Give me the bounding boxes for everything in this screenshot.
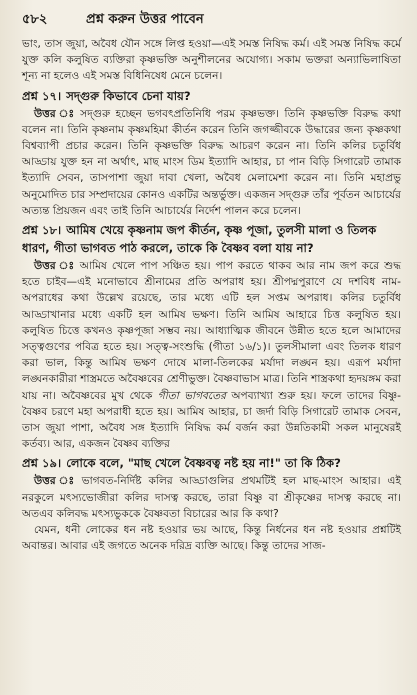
answer-18-part1: আমিষ খেলে পাপ সঞ্চিত হয়। পাপ করতে থাকব আর নাম জপ করে শুদ্ধ হতে চাইব—এই মনোভাবে শ্রীনামের প্রতি অপরাধ হয়। শ্রীপদ্মপুরাণে যে দশবিধ নাম-অপরাধের কথা উল্লেখ রয়েছে, তার মধ্যে এটি হল সপ্তম অপরাধ। কলির চতুর্বিধ আড্ডাখানার মধ্যে একটি হল আমিষ ভক্ষণ। তিনি আমিষ আহারে চিত্ত কলুষিত হয়। কলুষিত চিত্তে কখনও কৃষ্ণপূজা সম্ভব নয়। আধ্যাত্মিক জীবনে উন্নীত হতে হলে আমাদের সত্ত্বগুণের পবিত্র হতে হয়। <box>22 260 401 354</box>
question-19 <box>22 454 401 472</box>
answer-18 <box>22 258 401 452</box>
question-18 <box>22 221 401 257</box>
answer-19 <box>22 473 401 522</box>
answer-18-label: উত্তর ঃ <box>34 260 76 273</box>
answer-19-text: ভাগবত-নির্দিষ্ট কলির আড্ডাগুলির প্রথমটিই হল মাছ-মাংস আহার। এই নরকুলে মৎস্যভোজীরা কলির দাসত্ব করছে, তারা বিষ্ণু বা শ্রীকৃষ্ণের দাসত্ব করছে না। অতএব কলিবদ্ধ মৎস্যভুককে বৈষ্ণবতা বিচারের আর কি কথা? <box>22 475 401 520</box>
question-18-text: আমিষ খেয়ে কৃষ্ণনাম জপ কীর্তন, কৃষ্ণ পূজা, তুলসী মালা ও তিলক ধারণ, গীতা ভাগবত পাঠ করলে, তাকে কি বৈষ্ণব বলা যায় না? <box>22 223 377 256</box>
answer-18-citation: সত্ত্ব-সংশুদ্ধি (গীতা ১৬/১)। <box>146 341 271 354</box>
question-19-label: প্রশ্ন ১৯। <box>22 456 62 471</box>
answer-18-gita-phrase: গীতা ভাগবতের <box>157 389 226 402</box>
question-17 <box>22 87 401 105</box>
question-17-text: সদ্গুরু কিভাবে চেনা যায়? <box>66 88 191 103</box>
answer-19-label: উত্তর ঃ <box>34 475 78 488</box>
answer-17 <box>22 106 401 219</box>
answer-17-text: সদ্গুরু হচ্ছেন ভগবৎপ্রতিনিধি পরম কৃষ্ণভক্ত। তিনি কৃষ্ণভক্তি বিরুদ্ধ কথা বলেন না। তিনি কৃষ্ণনাম কৃষ্ণমহিমা কীর্তন করেন তিনি জগজ্জীবকে উদ্ধারের জন্য কৃষ্ণকথা বিশ্বব্যাপী প্রচার করেন। তিনি কৃষ্ণভক্তি বিরুদ্ধ আচরণ করেন না। তিনি কলির চতুর্বিধ আড্ডায় যুক্ত হন না অর্থাৎ, মাছ মাংস ডিম ইত্যাদি আহার, চা পান বিড়ি সিগারেট তামাক ইত্যাদি সেবন, তাসপাশা জুয়া দাবা খেলা, অবৈধ মেলামেশা করেন না। তিনি মহাপ্রভু অনুমোদিত চার সম্প্রদায়ের কোনও একটির অন্তর্ভুক্ত। একজন সদ্গুরু তাঁর পূর্বতন আচার্যের অত্যন্ত প্রিয়জন এবং তাই তিনি আচার্যের নির্দেশ পালন করে চলেন। <box>22 107 401 217</box>
question-19-text: লোকে বলে, "মাছ খেলে বৈষ্ণবত্ব নষ্ট হয় না!" তা কি ঠিক? <box>66 456 341 471</box>
question-17-label: প্রশ্ন ১৭। <box>22 88 62 103</box>
question-18-label: প্রশ্ন ১৮। <box>22 223 62 238</box>
answer-19-continued: যেমন, ধনী লোকের ধন নষ্ট হওয়ার ভয় আছে, কিন্তু নির্ধনের ধন নষ্ট হওয়ার প্রশ্নটিই অবান্তর। আবার এই জগতে অনেক দরিদ্র ব্যক্তি আছে। কিন্তু তাদের সাজ- <box>22 524 401 553</box>
answer-18-part2: তুলসীমালা এবং তিলক ধারণ করা ভাল, কিন্তু আমিষ ভক্ষণ দোষে মালা-তিলকের মর্যাদা লঙ্ঘন হয়। এরূপ মর্যাদা লঙ্ঘনকারীরা শাস্ত্রমতে অবৈষ্ণবের শ্রেণীভুক্ত। বৈষ্ণবাভাস মাত্র। তিনি শাস্ত্রকথা হৃদয়ঙ্গম করা যায় না। অবৈষ্ণবের মুখ থেকে <box>22 341 402 402</box>
running-title: প্রশ্ন করুন উত্তর পাবেন <box>86 12 204 27</box>
intro-paragraph: ভাং, তাস জুয়া, অবৈধ যৌন সঙ্গে লিপ্ত হওয়া—এই সমস্ত নিষিদ্ধ কর্ম। এই সমস্ত নিষিদ্ধ কর্মে যুক্ত কলি কলুষিত ব্যক্তিরা কৃষ্ণভক্তি অনুশীলনের অযোগ্য। সকাম ভক্তরা অন্যাভিলাষিতা শূন্য না হলেও এই সমস্ত বিধিনিষেধ মেনে চলেন। <box>22 38 401 83</box>
answer-18-part3: অপব্যাখ্যা শুরু হয়। ফলে তাদের বিষ্ণু-বৈষ্ণব চরণে মহা অপরাধী হতে হয়। আমিষ আহার, চা জর্দা বিড়ি সিগারেট তামাক সেবন, তাস জুয়া পাশা, অবৈধ সঙ্গ ইত্যাদি নিষিদ্ধ কর্ম বর্জন করা উন্নতিকামী সকল মানুষেরই কর্তব্য। আর, একজন বৈষ্ণব ব্যক্তির <box>22 389 401 451</box>
page-header <box>22 10 401 30</box>
answer-17-label: উত্তর ঃ <box>34 107 77 120</box>
page-number: ৫৮২ <box>22 12 48 27</box>
